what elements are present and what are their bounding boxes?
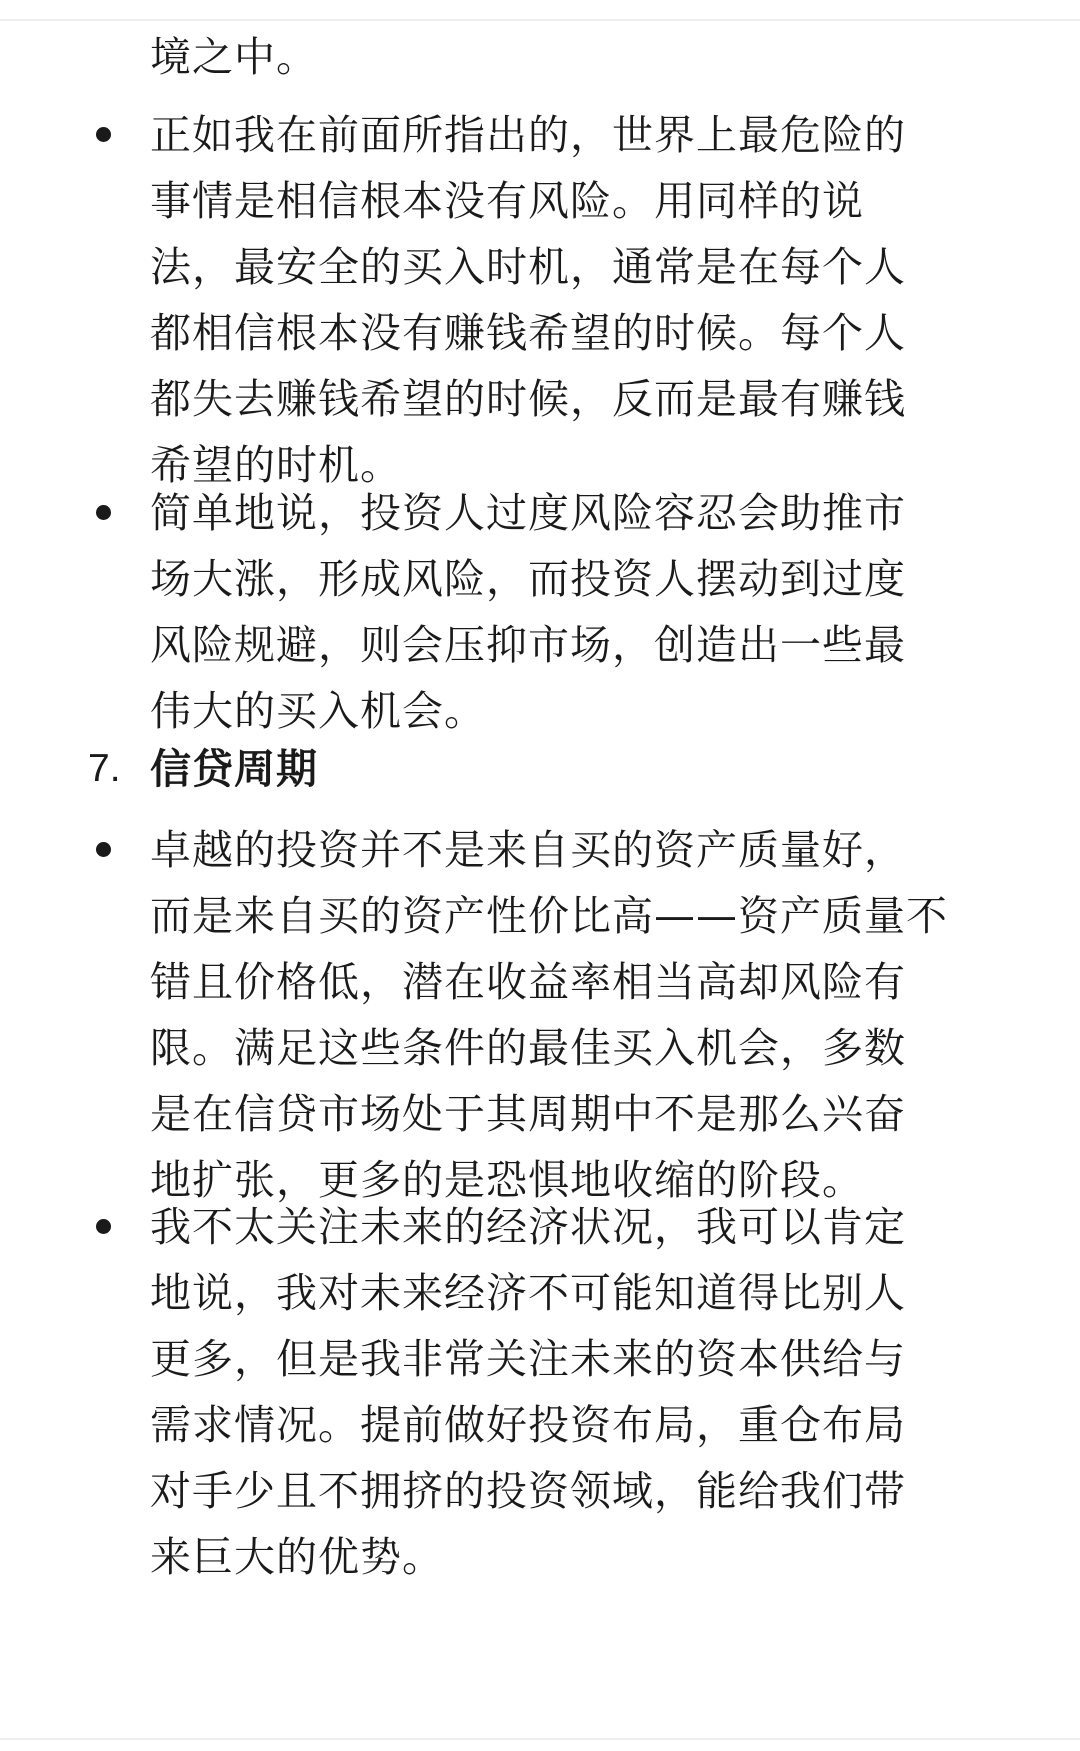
paragraph-continuation bbox=[150, 24, 1000, 90]
text-line: 需求情况。提前做好投资布局，重仓布局 bbox=[150, 1401, 906, 1449]
list-item bbox=[150, 480, 1000, 744]
top-divider bbox=[0, 19, 1080, 21]
text-line: 更多，但是我非常关注未来的资本供给与 bbox=[150, 1335, 906, 1383]
text-line: 是在信贷市场处于其周期中不是那么兴奋 bbox=[150, 1090, 906, 1138]
text-line: 错且价格低，潜在收益率相当高却风险有 bbox=[150, 958, 906, 1006]
text-line: 境之中。 bbox=[150, 33, 318, 81]
section-title: 信贷周期 bbox=[150, 745, 318, 793]
text-line: 我不太关注未来的经济状况，我可以肯定 bbox=[150, 1203, 906, 1251]
text-line: 都相信根本没有赚钱希望的时候。每个人 bbox=[150, 309, 906, 357]
text-line: 风险规避，则会压抑市场，创造出一些最 bbox=[150, 621, 906, 669]
text-line: 伟大的买入机会。 bbox=[150, 687, 486, 735]
text-line: 希望的时机。 bbox=[150, 441, 402, 489]
text-line: 简单地说，投资人过度风险容忍会助推市 bbox=[150, 489, 906, 537]
bullet-icon bbox=[96, 505, 111, 520]
text-line: 都失去赚钱希望的时候，反而是最有赚钱 bbox=[150, 375, 906, 423]
text-line: 卓越的投资并不是来自买的资产质量好， bbox=[150, 826, 906, 874]
text-line: 对手少且不拥挤的投资领域，能给我们带 bbox=[150, 1467, 906, 1515]
text-line: 事情是相信根本没有风险。用同样的说 bbox=[150, 177, 864, 225]
bullet-icon bbox=[96, 127, 111, 142]
text-line: 地说，我对未来经济不可能知道得比别人 bbox=[150, 1269, 906, 1317]
text-line: 地扩张，更多的是恐惧地收缩的阶段。 bbox=[150, 1156, 864, 1204]
text-line: 而是来自买的资产性价比高——资产质量不 bbox=[150, 892, 948, 940]
section-number: 7. bbox=[88, 747, 121, 790]
text-line: 来巨大的优势。 bbox=[150, 1533, 444, 1581]
list-item bbox=[150, 1194, 1000, 1590]
list-item bbox=[150, 102, 1000, 498]
bottom-divider bbox=[0, 1738, 1080, 1740]
section-heading bbox=[150, 736, 1000, 802]
text-line: 限。满足这些条件的最佳买入机会，多数 bbox=[150, 1024, 906, 1072]
bullet-icon bbox=[96, 842, 111, 857]
list-item bbox=[150, 817, 1000, 1213]
text-line: 场大涨，形成风险，而投资人摆动到过度 bbox=[150, 555, 906, 603]
bullet-icon bbox=[96, 1219, 111, 1234]
text-line: 法，最安全的买入时机，通常是在每个人 bbox=[150, 243, 906, 291]
text-line: 正如我在前面所指出的，世界上最危险的 bbox=[150, 111, 906, 159]
